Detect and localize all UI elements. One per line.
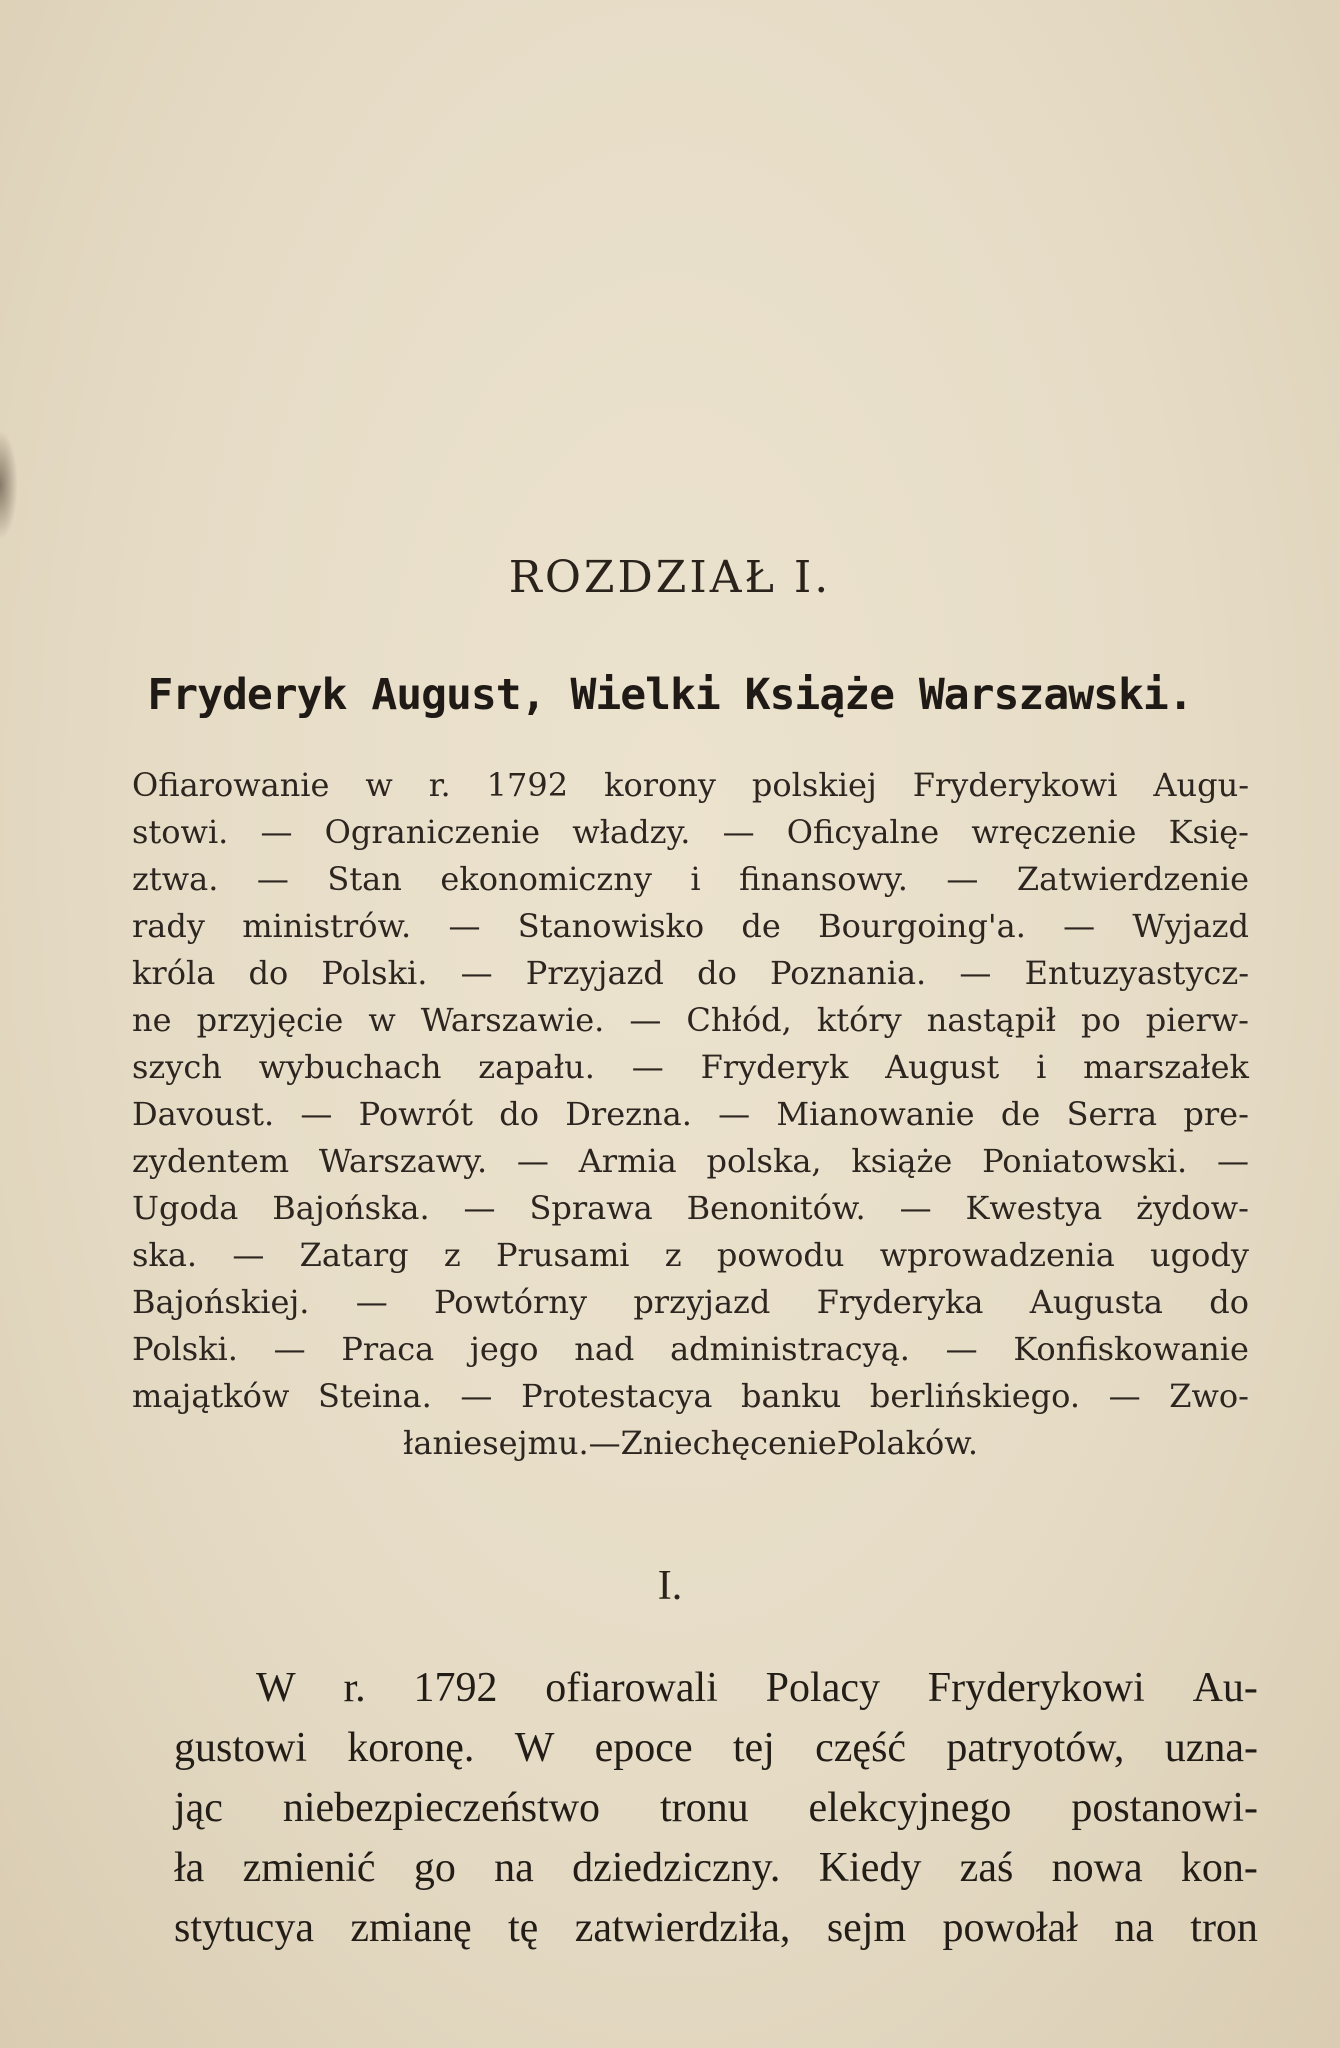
word: wręczenie [971,813,1137,851]
word: sejmu. [482,1424,589,1462]
word: — [588,1424,621,1462]
word: książe [851,1142,953,1180]
word: z [443,1236,461,1274]
word: zaś [959,1845,1014,1891]
word: tron [1190,1905,1258,1951]
word: 1792 [413,1665,498,1711]
word: Zatwierdzenie [1016,860,1249,898]
word: zydentem [132,1142,290,1180]
word: na [1114,1905,1154,1951]
word: ła [174,1845,205,1891]
word: patryotów, [946,1725,1125,1771]
word: który [816,1001,902,1039]
word: Ograniczenie [324,813,541,851]
word: W [514,1725,555,1771]
word: pre- [1183,1095,1249,1133]
chapter-title: Fryderyk August, Wielki Książe Warszawski. [147,670,1193,720]
word: łanie [403,1424,483,1462]
word: Benonitów. [686,1189,866,1227]
word: do [1209,1283,1249,1321]
word: Oficyalne [786,813,940,851]
body-paragraph [174,1658,1258,1958]
word: tronu [659,1785,749,1831]
summary-line [132,1373,1249,1420]
body-line [174,1898,1258,1958]
word: w [368,1001,396,1039]
word: de [1000,1095,1041,1133]
word: Ofiarowanie [132,766,330,804]
word: majątków [132,1377,290,1415]
word: powodu [716,1236,845,1274]
word: ministrów. [242,907,412,945]
word: do [697,954,737,992]
word: kon- [1180,1845,1258,1891]
word: — [256,860,289,898]
word: Stanowisko [517,907,705,945]
word: Konfiskowanie [1013,1330,1249,1368]
summary-line [132,1326,1249,1373]
word: Polaków. [836,1424,978,1462]
word: Księ- [1168,813,1249,851]
word: Bourgoing'a. [818,907,1026,945]
word: — [899,1189,932,1227]
word: Drezna. [565,1095,692,1133]
word: Bajońskiej. [132,1283,310,1321]
word: Serra [1066,1095,1158,1133]
word: tej [732,1725,775,1771]
word: przyjazd [633,1283,771,1321]
word: Mianowanie [776,1095,975,1133]
summary-line [132,950,1249,997]
word: nastąpił [926,1001,1056,1039]
word: — [722,813,755,851]
summary-line [132,809,1249,856]
summary-line [132,1138,1249,1185]
word: uzna- [1164,1725,1258,1771]
word: przyjęcie [196,1001,344,1039]
word: żydow- [1136,1189,1249,1227]
body-line [174,1838,1258,1898]
word: polska, [706,1142,822,1180]
word: w [365,766,393,804]
word: Augu- [1153,766,1249,804]
word: szych [132,1048,222,1086]
word: na [494,1845,534,1891]
word: ofiarowali [545,1665,718,1711]
word: koronę. [347,1725,475,1771]
word: Fryderyka [816,1283,984,1321]
word: Powtórny [434,1283,588,1321]
word: sejm [826,1905,907,1951]
word: Fryderykowi [927,1665,1145,1711]
word: i [1036,1048,1047,1086]
chapter-heading: ROZDZIAŁ I. [508,552,832,603]
word: z [664,1236,682,1274]
word: wybuchach [258,1048,442,1086]
word: — [460,954,493,992]
word: stowi. [132,813,229,851]
word: — [460,1377,493,1415]
word: ekonomiczny [440,860,652,898]
word: zmianę [350,1905,472,1951]
word: Augusta [1029,1283,1163,1321]
word: Prusami [496,1236,630,1274]
word: część [815,1725,907,1771]
word: pierw- [1145,1001,1249,1039]
summary-line [132,1044,1249,1091]
word: W [256,1665,296,1711]
word: Polacy [765,1665,880,1711]
word: zmienić [242,1845,376,1891]
word: — [1108,1377,1141,1415]
word: Praca [341,1330,435,1368]
word: i [690,860,701,898]
body-line [174,1778,1258,1838]
word: do [248,954,289,992]
summary-line [132,856,1249,903]
word: — [631,1048,664,1086]
word: Sprawa [529,1189,653,1227]
word: administracyą. [670,1330,910,1368]
body-line [174,1718,1258,1778]
word: zapału. [478,1048,595,1086]
word: Fryderykowi [912,766,1118,804]
word: — [260,813,293,851]
word: 1792 [486,766,569,804]
word: marszałek [1083,1048,1249,1086]
word: — [273,1330,306,1368]
section-number: I. [657,1563,683,1609]
word: Entuzyastycz- [1024,954,1249,992]
word: banku [741,1377,842,1415]
word: Kiedy [818,1845,922,1891]
word: korony [604,766,716,804]
page-edge-shadow [0,430,18,540]
word: — [516,1142,549,1180]
word: finansowy. [739,860,908,898]
word: stytucya [174,1905,314,1951]
word: polskiej [751,766,877,804]
word: — [629,1001,662,1039]
summary-line [132,1185,1249,1232]
word: Armia [578,1142,677,1180]
word: nad [574,1330,635,1368]
word: August [885,1048,1000,1086]
word: postanowi- [1071,1785,1258,1831]
word: gustowi [174,1725,308,1771]
word: r. [343,1665,366,1711]
word: Poznania. [770,954,927,992]
word: po [1080,1001,1121,1039]
word: — [946,860,979,898]
word: do [499,1095,539,1133]
word: ne [132,1001,172,1039]
word: Zniechęcenie [620,1424,837,1462]
word: Au- [1192,1665,1258,1711]
word: — [959,954,992,992]
body-line [174,1658,1258,1718]
summary-line [132,903,1249,950]
summary-line [132,1232,1249,1279]
word: powołał [942,1905,1078,1951]
word: Polski. [321,954,428,992]
word: Stan [327,860,402,898]
summary-line [132,1420,1249,1467]
word: — [463,1189,496,1227]
word: Steina. [317,1377,432,1415]
word: — [1217,1142,1249,1180]
word: Kwestya [965,1189,1103,1227]
word: Powrót [358,1095,473,1133]
word: Warszawy. [318,1142,488,1180]
word: tę [508,1905,539,1951]
word: Fryderyk [700,1048,849,1086]
word: zatwierdziła, [574,1905,791,1951]
word: Bajońska. [272,1189,430,1227]
word: Poniatowski. [982,1142,1188,1180]
summary-line [132,762,1249,809]
word: wprowadzenia [879,1236,1115,1274]
word: berlińskiego. [869,1377,1080,1415]
word: króla [132,954,216,992]
word: nowa [1051,1845,1143,1891]
word: r. [428,766,451,804]
word: epoce [594,1725,693,1771]
chapter-summary [132,762,1249,1467]
word: — [718,1095,751,1133]
word: jąc [174,1785,223,1831]
word: dziedziczny. [572,1845,781,1891]
word: — [232,1236,265,1274]
word: niebezpieczeństwo [282,1785,601,1831]
word: ugody [1150,1236,1249,1274]
word: władzy. [572,813,691,851]
summary-line [132,1279,1249,1326]
word: go [413,1845,456,1891]
word: — [300,1095,333,1133]
word: Davoust. [132,1095,275,1133]
word: jego [469,1330,539,1368]
word: Zatarg [299,1236,409,1274]
summary-line [132,1091,1249,1138]
word: — [1063,907,1096,945]
word: Ugoda [132,1189,239,1227]
word: Polski. [132,1330,238,1368]
word: Warszawie. [420,1001,605,1039]
word: Przyjazd [525,954,664,992]
word: Wyjazd [1132,907,1249,945]
word: Protestacya [521,1377,713,1415]
word: rady [132,907,205,945]
word: — [945,1330,978,1368]
summary-line [132,997,1249,1044]
word: ska. [132,1236,198,1274]
word: de [741,907,781,945]
word: — [355,1283,388,1321]
word: — [448,907,481,945]
word: ztwa. [132,860,219,898]
word: Chłód, [686,1001,792,1039]
word: elekcyjnego [808,1785,1012,1831]
word: Zwo- [1169,1377,1249,1415]
